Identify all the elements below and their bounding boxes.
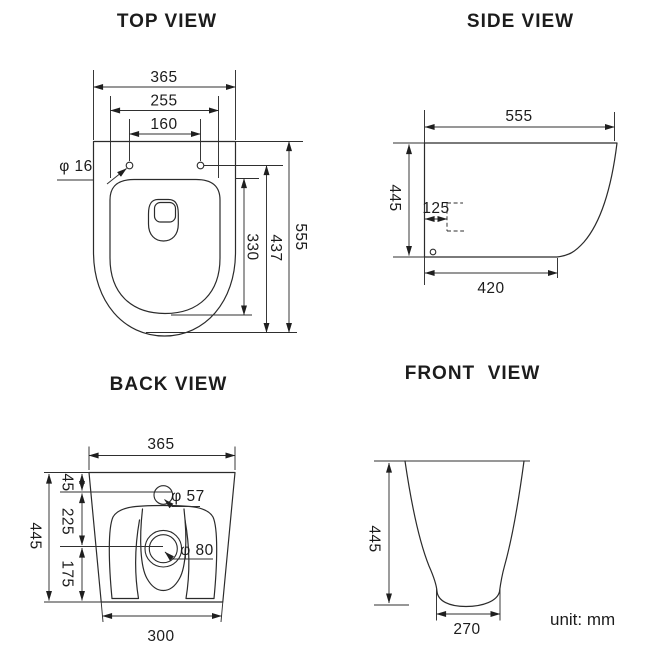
top-view bbox=[57, 11, 309, 336]
side-dim-125 bbox=[422, 200, 449, 219]
back-view-left-foot bbox=[112, 520, 140, 599]
top-dim-phi16 bbox=[57, 158, 127, 184]
side-dim-555-label: 555 bbox=[505, 108, 533, 125]
hinge-hole-right bbox=[197, 162, 204, 169]
side-dim-445-label: 445 bbox=[386, 184, 403, 212]
top-dim-160-label: 160 bbox=[150, 116, 178, 133]
side-dim-445 bbox=[386, 145, 409, 256]
hinge-hole-left bbox=[126, 162, 133, 169]
side-dim-420 bbox=[425, 273, 558, 297]
side-dim-555 bbox=[425, 108, 615, 127]
back-dim-phi57-label: φ 57 bbox=[171, 488, 205, 505]
inlet-hole bbox=[154, 486, 173, 505]
top-view-sump-inner bbox=[155, 203, 176, 223]
back-dim-445-label: 445 bbox=[26, 522, 44, 550]
back-dim-225-label: 225 bbox=[58, 507, 76, 536]
back-dim-365-label: 365 bbox=[147, 436, 175, 453]
top-dim-255-label: 255 bbox=[150, 92, 178, 110]
back-dim-300-label: 300 bbox=[147, 628, 175, 645]
back-dim-phi80 bbox=[165, 542, 214, 559]
back-dim-45-label: 45 bbox=[58, 473, 76, 492]
side-view bbox=[386, 11, 617, 297]
side-dim-420-label: 420 bbox=[477, 280, 505, 297]
side-view-body-outline bbox=[425, 143, 618, 257]
side-fixing-hole bbox=[430, 249, 436, 255]
back-view bbox=[27, 374, 236, 645]
back-dim-phi80-label: φ 80 bbox=[180, 542, 214, 559]
top-dim-555 bbox=[289, 142, 309, 333]
side-reference-lines bbox=[393, 110, 615, 285]
back-dim-445 bbox=[27, 474, 50, 601]
top-view-body-outline bbox=[94, 142, 236, 337]
side-dim-125-label: 125 bbox=[422, 200, 450, 217]
top-dim-437-label: 437 bbox=[267, 234, 284, 262]
top-dim-330-label: 330 bbox=[243, 233, 261, 261]
top-dim-330 bbox=[244, 179, 261, 316]
front-dim-445-label: 445 bbox=[365, 525, 383, 553]
front-view-body-outline bbox=[405, 461, 524, 607]
top-dim-160 bbox=[130, 116, 201, 161]
top-dim-365-label: 365 bbox=[150, 69, 178, 86]
back-dim-225 bbox=[59, 494, 83, 546]
front-dim-270 bbox=[437, 589, 501, 638]
side-view-title: SIDE VIEW bbox=[466, 11, 575, 32]
unit-note: unit: mm bbox=[550, 610, 616, 629]
back-dim-175-label: 175 bbox=[58, 560, 76, 588]
front-dim-270-label: 270 bbox=[453, 621, 481, 638]
back-dim-300 bbox=[101, 602, 223, 645]
outlet-hole-outer bbox=[145, 530, 182, 567]
front-dim-445 bbox=[366, 463, 410, 605]
back-dim-175 bbox=[59, 548, 83, 601]
top-view-title: TOP VIEW bbox=[116, 11, 218, 32]
back-view-title: BACK VIEW bbox=[109, 374, 228, 395]
back-dim-phi57 bbox=[165, 488, 205, 507]
top-dim-phi16-label: φ 16 bbox=[59, 158, 93, 175]
top-dim-555-label: 555 bbox=[292, 223, 309, 251]
front-view bbox=[366, 363, 541, 638]
back-dim-365 bbox=[89, 436, 235, 470]
back-view-trapway-outline bbox=[141, 509, 186, 591]
front-view-title: FRONT VIEW bbox=[404, 363, 541, 384]
top-dim-437 bbox=[267, 166, 285, 333]
back-dim-45 bbox=[59, 473, 83, 491]
outlet-hole-inner bbox=[149, 535, 177, 563]
